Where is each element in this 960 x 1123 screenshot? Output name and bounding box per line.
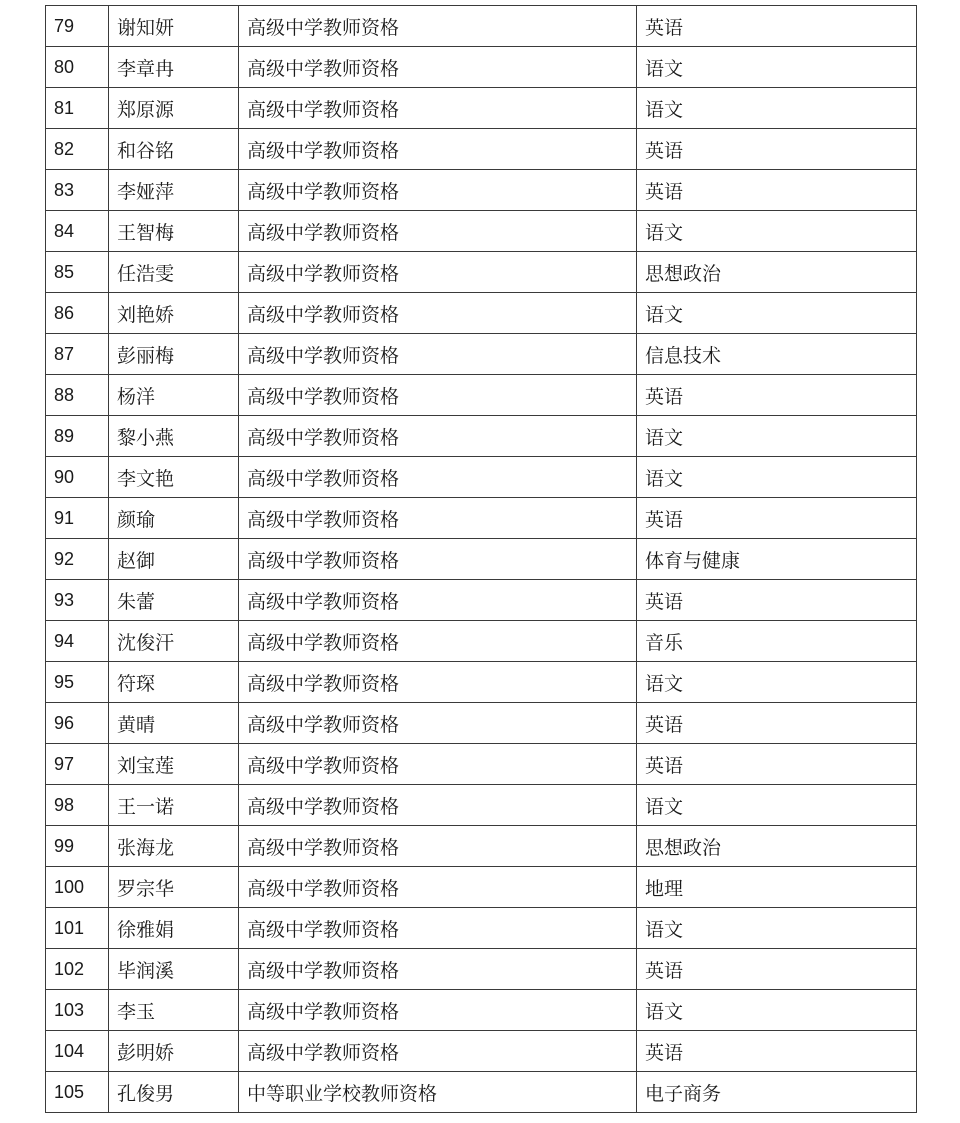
subject-cell: 语文	[637, 457, 917, 498]
subject-cell: 地理	[637, 867, 917, 908]
qualification-type-cell: 高级中学教师资格	[239, 457, 637, 498]
table-row	[46, 6, 917, 47]
teacher-name-cell: 李玉	[109, 990, 239, 1031]
qualification-type-cell: 高级中学教师资格	[239, 1031, 637, 1072]
table-row	[46, 1072, 917, 1113]
table-row	[46, 867, 917, 908]
subject-cell: 语文	[637, 293, 917, 334]
row-number-cell: 101	[46, 908, 109, 949]
row-number-cell: 91	[46, 498, 109, 539]
row-number-cell: 94	[46, 621, 109, 662]
table-row	[46, 457, 917, 498]
subject-cell: 语文	[637, 88, 917, 129]
table-row	[46, 47, 917, 88]
row-number-cell: 84	[46, 211, 109, 252]
row-number-cell: 93	[46, 580, 109, 621]
qualification-type-cell: 高级中学教师资格	[239, 908, 637, 949]
teacher-name-cell: 王智梅	[109, 211, 239, 252]
teacher-name-cell: 孔俊男	[109, 1072, 239, 1113]
row-number-cell: 82	[46, 129, 109, 170]
roster-sheet	[45, 5, 916, 1113]
table-row	[46, 621, 917, 662]
table-row	[46, 211, 917, 252]
table-row	[46, 416, 917, 457]
teacher-name-cell: 黄晴	[109, 703, 239, 744]
table-row	[46, 949, 917, 990]
qualification-type-cell: 高级中学教师资格	[239, 6, 637, 47]
qualification-type-cell: 中等职业学校教师资格	[239, 1072, 637, 1113]
qualification-type-cell: 高级中学教师资格	[239, 252, 637, 293]
subject-cell: 英语	[637, 744, 917, 785]
qualification-type-cell: 高级中学教师资格	[239, 621, 637, 662]
row-number-cell: 81	[46, 88, 109, 129]
subject-cell: 英语	[637, 580, 917, 621]
subject-cell: 英语	[637, 498, 917, 539]
subject-cell: 语文	[637, 785, 917, 826]
subject-cell: 思想政治	[637, 252, 917, 293]
qualification-type-cell: 高级中学教师资格	[239, 949, 637, 990]
teacher-name-cell: 朱蕾	[109, 580, 239, 621]
table-row	[46, 88, 917, 129]
teacher-name-cell: 李娅萍	[109, 170, 239, 211]
table-row	[46, 990, 917, 1031]
teacher-name-cell: 郑原源	[109, 88, 239, 129]
teacher-name-cell: 符琛	[109, 662, 239, 703]
table-row	[46, 826, 917, 867]
table-row	[46, 908, 917, 949]
table-row	[46, 375, 917, 416]
row-number-cell: 90	[46, 457, 109, 498]
subject-cell: 语文	[637, 416, 917, 457]
roster-table-body	[46, 6, 917, 1113]
table-row	[46, 580, 917, 621]
qualification-type-cell: 高级中学教师资格	[239, 129, 637, 170]
qualification-type-cell: 高级中学教师资格	[239, 47, 637, 88]
table-row	[46, 1031, 917, 1072]
table-row	[46, 334, 917, 375]
subject-cell: 思想政治	[637, 826, 917, 867]
teacher-name-cell: 颜瑜	[109, 498, 239, 539]
subject-cell: 英语	[637, 129, 917, 170]
subject-cell: 英语	[637, 703, 917, 744]
teacher-name-cell: 彭明娇	[109, 1031, 239, 1072]
subject-cell: 电子商务	[637, 1072, 917, 1113]
teacher-name-cell: 毕润溪	[109, 949, 239, 990]
teacher-name-cell: 张海龙	[109, 826, 239, 867]
teacher-name-cell: 李文艳	[109, 457, 239, 498]
table-row	[46, 129, 917, 170]
subject-cell: 语文	[637, 908, 917, 949]
subject-cell: 英语	[637, 1031, 917, 1072]
subject-cell: 语文	[637, 47, 917, 88]
subject-cell: 英语	[637, 6, 917, 47]
subject-cell: 信息技术	[637, 334, 917, 375]
row-number-cell: 96	[46, 703, 109, 744]
row-number-cell: 89	[46, 416, 109, 457]
qualification-type-cell: 高级中学教师资格	[239, 662, 637, 703]
subject-cell: 体育与健康	[637, 539, 917, 580]
qualification-type-cell: 高级中学教师资格	[239, 293, 637, 334]
teacher-name-cell: 和谷铭	[109, 129, 239, 170]
qualification-type-cell: 高级中学教师资格	[239, 867, 637, 908]
row-number-cell: 97	[46, 744, 109, 785]
row-number-cell: 87	[46, 334, 109, 375]
qualification-type-cell: 高级中学教师资格	[239, 785, 637, 826]
teacher-name-cell: 黎小燕	[109, 416, 239, 457]
row-number-cell: 86	[46, 293, 109, 334]
subject-cell: 语文	[637, 211, 917, 252]
qualification-type-cell: 高级中学教师资格	[239, 416, 637, 457]
teacher-name-cell: 谢知妍	[109, 6, 239, 47]
qualification-type-cell: 高级中学教师资格	[239, 703, 637, 744]
teacher-name-cell: 任浩雯	[109, 252, 239, 293]
teacher-name-cell: 彭丽梅	[109, 334, 239, 375]
teacher-name-cell: 罗宗华	[109, 867, 239, 908]
qualification-type-cell: 高级中学教师资格	[239, 744, 637, 785]
teacher-name-cell: 徐雅娟	[109, 908, 239, 949]
qualification-type-cell: 高级中学教师资格	[239, 170, 637, 211]
row-number-cell: 105	[46, 1072, 109, 1113]
row-number-cell: 99	[46, 826, 109, 867]
row-number-cell: 88	[46, 375, 109, 416]
subject-cell: 英语	[637, 170, 917, 211]
row-number-cell: 85	[46, 252, 109, 293]
subject-cell: 音乐	[637, 621, 917, 662]
subject-cell: 语文	[637, 990, 917, 1031]
table-row	[46, 498, 917, 539]
subject-cell: 英语	[637, 949, 917, 990]
table-row	[46, 252, 917, 293]
table-row	[46, 539, 917, 580]
teacher-name-cell: 沈俊汗	[109, 621, 239, 662]
qualification-type-cell: 高级中学教师资格	[239, 88, 637, 129]
row-number-cell: 79	[46, 6, 109, 47]
teacher-name-cell: 王一诺	[109, 785, 239, 826]
row-number-cell: 104	[46, 1031, 109, 1072]
row-number-cell: 98	[46, 785, 109, 826]
row-number-cell: 80	[46, 47, 109, 88]
teacher-name-cell: 刘宝莲	[109, 744, 239, 785]
teacher-name-cell: 赵御	[109, 539, 239, 580]
table-row	[46, 293, 917, 334]
table-row	[46, 662, 917, 703]
qualification-type-cell: 高级中学教师资格	[239, 580, 637, 621]
qualification-type-cell: 高级中学教师资格	[239, 375, 637, 416]
table-row	[46, 744, 917, 785]
qualification-type-cell: 高级中学教师资格	[239, 539, 637, 580]
qualification-type-cell: 高级中学教师资格	[239, 334, 637, 375]
row-number-cell: 102	[46, 949, 109, 990]
row-number-cell: 103	[46, 990, 109, 1031]
row-number-cell: 92	[46, 539, 109, 580]
qualification-type-cell: 高级中学教师资格	[239, 826, 637, 867]
table-row	[46, 170, 917, 211]
qualification-type-cell: 高级中学教师资格	[239, 990, 637, 1031]
teacher-name-cell: 杨洋	[109, 375, 239, 416]
qualification-type-cell: 高级中学教师资格	[239, 498, 637, 539]
qualification-type-cell: 高级中学教师资格	[239, 211, 637, 252]
teacher-name-cell: 刘艳娇	[109, 293, 239, 334]
subject-cell: 英语	[637, 375, 917, 416]
teacher-name-cell: 李章冉	[109, 47, 239, 88]
table-row	[46, 703, 917, 744]
subject-cell: 语文	[637, 662, 917, 703]
row-number-cell: 83	[46, 170, 109, 211]
row-number-cell: 95	[46, 662, 109, 703]
roster-table	[45, 5, 917, 1113]
row-number-cell: 100	[46, 867, 109, 908]
table-row	[46, 785, 917, 826]
